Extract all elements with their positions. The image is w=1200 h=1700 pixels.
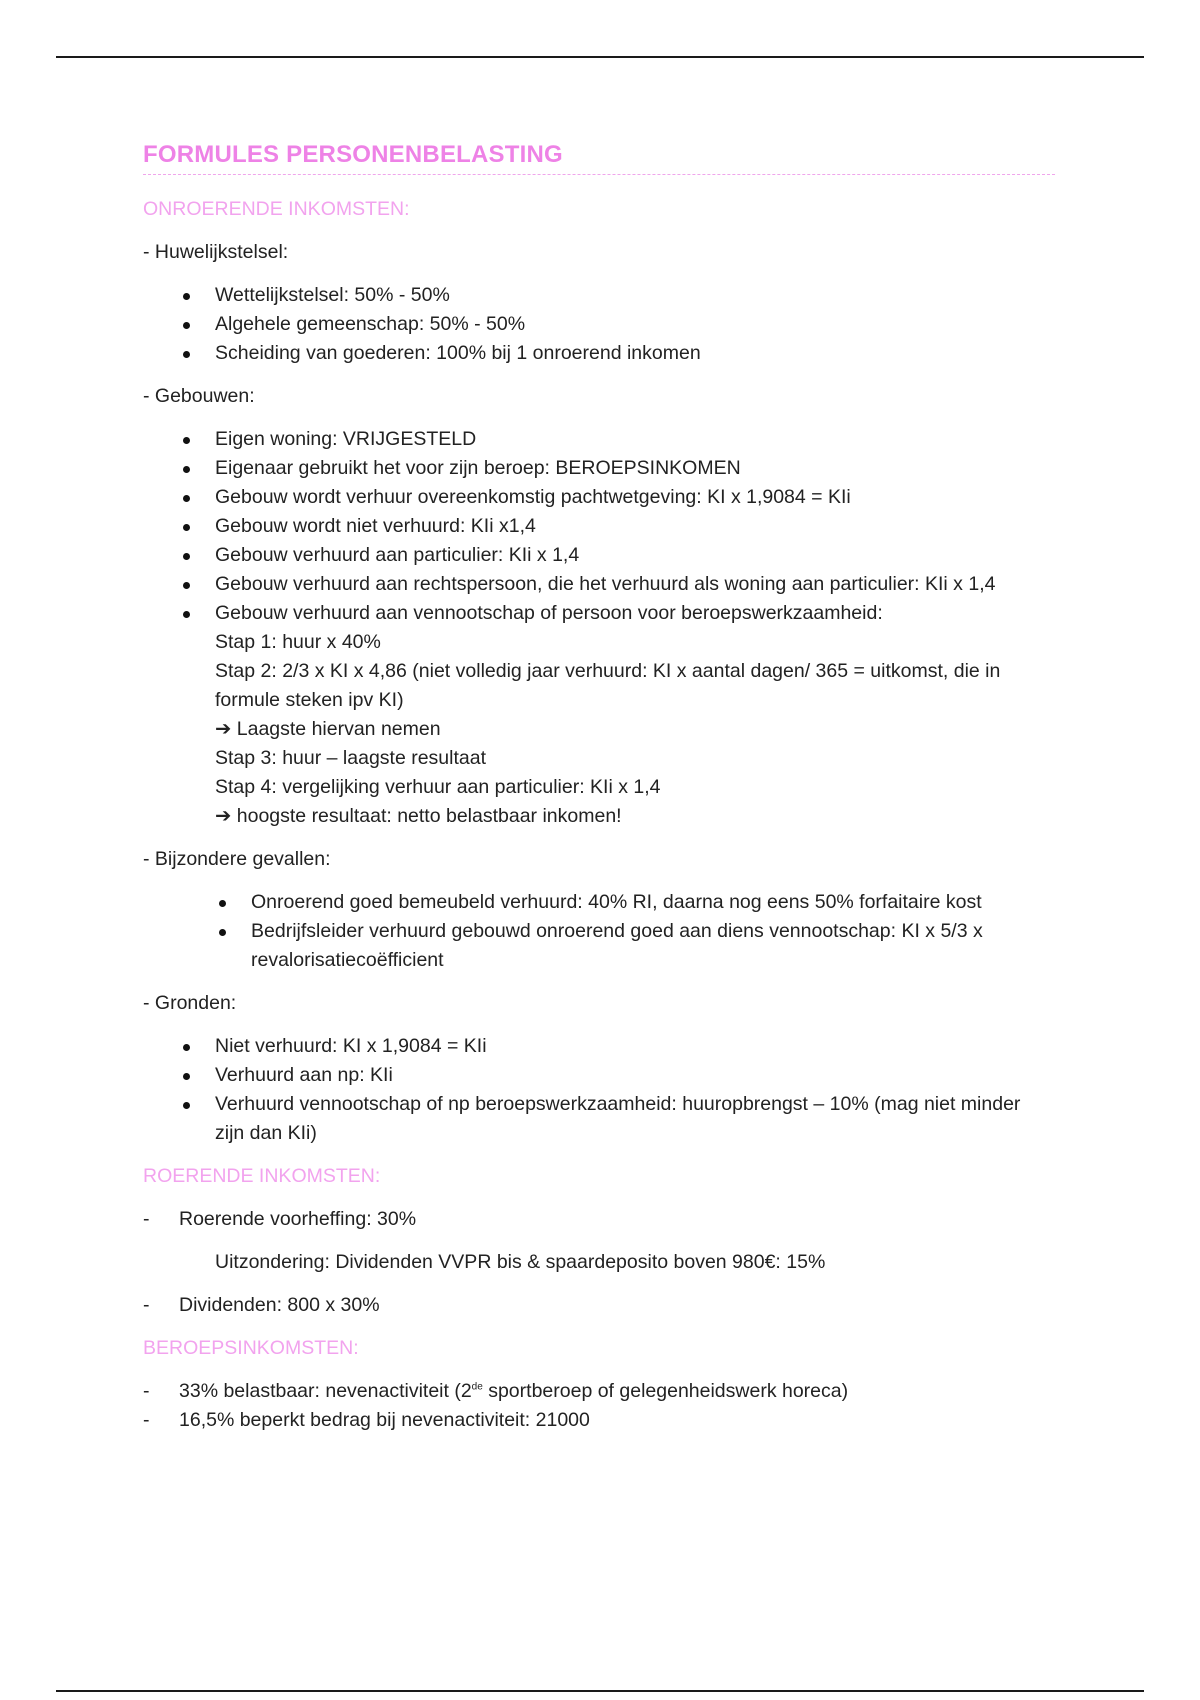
step-note-hoogste: ➔ hoogste resultaat: netto belastbaar inkomen! bbox=[215, 805, 622, 827]
dash-marker: - bbox=[143, 1380, 150, 1402]
beroeps-heading: BEROEPSINKOMSTEN: bbox=[143, 1337, 359, 1359]
ordinal-superscript: de bbox=[471, 1381, 483, 1393]
list-item: Eigenaar gebruikt het voor zijn beroep: BEROEPSINKOMEN bbox=[143, 454, 1055, 483]
item-text: 33% belastbaar: nevenactiviteit (2de sportberoep of gelegenheidswerk horeca) bbox=[179, 1380, 849, 1402]
list-item: Verhuurd aan np: KIi bbox=[143, 1061, 1055, 1090]
list-item: Bedrijfsleider verhuurd gebouwd onroerend goed aan diens vennootschap: KI x 5/3 x revalorisatiecoëfficient bbox=[143, 917, 1055, 975]
beroeps-item-2 bbox=[143, 1406, 1055, 1435]
list-item: Verhuurd vennootschap of np beroepswerkzaamheid: huuropbrengst – 10% (mag niet minder zijn dan KIi) bbox=[143, 1090, 1055, 1148]
bijzondere-label: - Bijzondere gevallen: bbox=[143, 848, 331, 870]
gebouwen-list bbox=[143, 425, 1055, 831]
bijzondere-list bbox=[143, 888, 1055, 975]
onroerend-heading: ONROERENDE INKOMSTEN: bbox=[143, 198, 410, 220]
step-4: Stap 4: vergelijking verhuur aan particulier: KIi x 1,4 bbox=[215, 776, 661, 798]
item-text: Dividenden: 800 x 30% bbox=[179, 1294, 380, 1316]
dash-marker: - bbox=[143, 1208, 150, 1230]
uitzondering-text: Uitzondering: Dividenden VVPR bis & spaardeposito boven 980€: 15% bbox=[215, 1251, 826, 1273]
huwelijk-label: - Huwelijkstelsel: bbox=[143, 241, 289, 263]
list-item-text: Gebouw verhuurd aan vennootschap of persoon voor beroepswerkzaamheid: bbox=[215, 602, 883, 624]
dash-marker: - bbox=[143, 1294, 150, 1316]
header-rule bbox=[56, 56, 1144, 58]
list-item: Scheiding van goederen: 100% bij 1 onroerend inkomen bbox=[143, 339, 1055, 368]
beroeps-item-1 bbox=[143, 1377, 1055, 1406]
step-2: Stap 2: 2/3 x KI x 4,86 (niet volledig jaar verhuurd: KI x aantal dagen/ 365 = uitkomst, die in formule steken ipv KI) bbox=[215, 660, 1001, 711]
roerend-voorheffing-item bbox=[143, 1205, 1055, 1234]
gebouwen-label: - Gebouwen: bbox=[143, 385, 255, 407]
roerend-heading: ROERENDE INKOMSTEN: bbox=[143, 1165, 381, 1187]
item-text: 16,5% beperkt bedrag bij nevenactiviteit: 21000 bbox=[179, 1409, 590, 1431]
step-note-laagste: ➔ Laagste hiervan nemen bbox=[215, 718, 441, 740]
step-1: Stap 1: huur x 40% bbox=[215, 631, 381, 653]
gronden-label: - Gronden: bbox=[143, 992, 237, 1014]
item-text: Roerende voorheffing: 30% bbox=[179, 1208, 417, 1230]
list-item-beroepswerkzaamheid bbox=[143, 599, 1055, 831]
document-body bbox=[143, 140, 1055, 1435]
step-3: Stap 3: huur – laagste resultaat bbox=[215, 747, 487, 769]
footer-rule bbox=[56, 1690, 1144, 1692]
dividenden-item bbox=[143, 1291, 1055, 1320]
dash-marker: - bbox=[143, 1409, 150, 1431]
list-item: Gebouw wordt niet verhuurd: KIi x1,4 bbox=[143, 512, 1055, 541]
list-item: Gebouw wordt verhuur overeenkomstig pachtwetgeving: KI x 1,9084 = KIi bbox=[143, 483, 1055, 512]
gronden-list bbox=[143, 1032, 1055, 1148]
list-item: Niet verhuurd: KI x 1,9084 = KIi bbox=[143, 1032, 1055, 1061]
list-item: Algehele gemeenschap: 50% - 50% bbox=[143, 310, 1055, 339]
huwelijk-list bbox=[143, 281, 1055, 368]
list-item: Gebouw verhuurd aan rechtspersoon, die het verhuurd als woning aan particulier: KIi x 1,4 bbox=[143, 570, 1055, 599]
list-item: Eigen woning: VRIJGESTELD bbox=[143, 425, 1055, 454]
document-title: FORMULES PERSONENBELASTING bbox=[143, 140, 1055, 175]
list-item: Gebouw verhuurd aan particulier: KIi x 1,4 bbox=[143, 541, 1055, 570]
list-item: Wettelijkstelsel: 50% - 50% bbox=[143, 281, 1055, 310]
list-item: Onroerend goed bemeubeld verhuurd: 40% RI, daarna nog eens 50% forfaitaire kost bbox=[143, 888, 1055, 917]
